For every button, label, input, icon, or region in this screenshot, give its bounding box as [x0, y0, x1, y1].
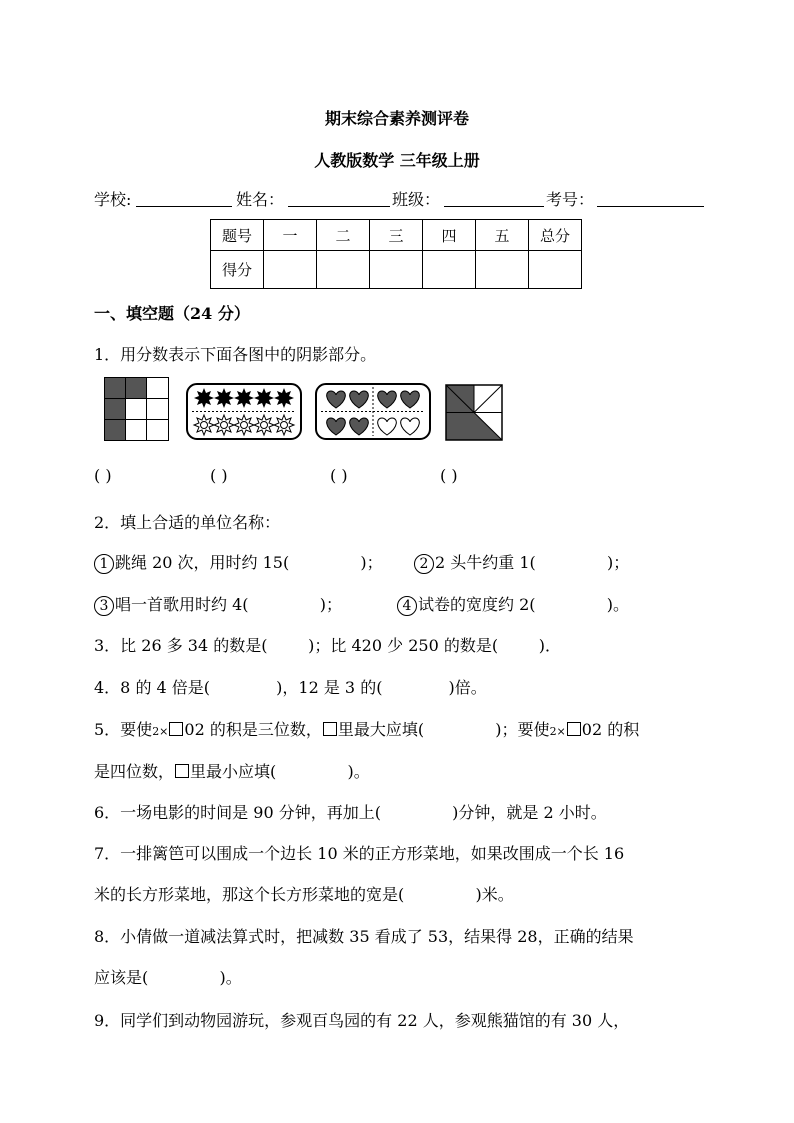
- question-7-line2-text: 米的长方形菜地，那这个长方形菜地的宽是( )米。: [94, 885, 514, 904]
- question-5-line2: [94, 759, 370, 782]
- class-label: 班级：: [392, 190, 441, 209]
- q5-factor-a2: 2×: [549, 725, 566, 738]
- question-2c-text: 唱一首歌用时约 4( )；: [115, 595, 342, 614]
- question-7-line1: 7．一排篱笆可以围成一个边长 10 米的正方形菜地，如果改围成一个长 16: [94, 844, 625, 863]
- question-2d-text: 试卷的宽度约 2( )。: [418, 595, 629, 614]
- suns-group-icon: [186, 383, 302, 440]
- question-2: 2．填上合适的单位名称：: [94, 513, 281, 532]
- q5-factor-a: 2×: [152, 725, 169, 738]
- question-2a-text: 跳绳 20 次，用时约 15( )；: [115, 553, 383, 572]
- class-blank[interactable]: [444, 206, 544, 207]
- question-5: [94, 717, 639, 740]
- q5-part2: 里最大应填( )；要使: [337, 720, 550, 739]
- grid-shaded-icon: [104, 377, 170, 441]
- score-header-cell: 五: [476, 220, 529, 251]
- score-header-cell: 三: [370, 220, 423, 251]
- q5-line2a: 是四位数，: [94, 762, 175, 781]
- blank-box-icon: [175, 764, 189, 778]
- question-9: [94, 1008, 629, 1031]
- name-label: 姓名：: [236, 190, 285, 209]
- exam-title: 期末综合素养测评卷: [324, 109, 469, 128]
- blank-box-icon: [567, 722, 581, 736]
- question-2d: [397, 592, 629, 616]
- circled-number: 2: [414, 554, 434, 574]
- score-header-cell: 二: [317, 220, 370, 251]
- score-cell[interactable]: [529, 251, 582, 289]
- score-header-cell: 题号: [211, 220, 264, 251]
- section-1-title: 一、填空题（24 分）: [94, 304, 250, 323]
- score-table: [210, 219, 582, 289]
- blank-box-icon: [169, 722, 183, 736]
- question-6: [94, 800, 607, 823]
- question-3-text: 3．比 26 多 34 的数是( )；比 420 少 250 的数是( )．: [94, 636, 562, 655]
- q5-factor-b2: 02 的积: [581, 720, 640, 739]
- score-cell[interactable]: [264, 251, 317, 289]
- question-8: [94, 924, 634, 947]
- question-2b-text: 2 头牛约重 1( )；: [435, 553, 630, 572]
- hearts-group-icon: [315, 383, 431, 440]
- q5-factor-b: 02 的积是三位数，: [184, 720, 322, 739]
- question-2a: [94, 550, 383, 574]
- question-8-line1: 8．小倩做一道减法算式时，把减数 35 看成了 53，结果得 28，正确的结果: [94, 927, 634, 946]
- score-row-label: 得分: [211, 251, 264, 289]
- school-label: 学校:: [94, 190, 132, 209]
- q5-part1: 5．要使: [94, 720, 153, 739]
- answer-blank-2[interactable]: ( ): [210, 466, 228, 485]
- question-7: [94, 841, 624, 864]
- circled-number: 4: [397, 596, 417, 616]
- question-3: [94, 633, 561, 656]
- answer-blank-1[interactable]: ( ): [94, 466, 112, 485]
- question-9-line1: 9．同学们到动物园游玩，参观百鸟园的有 22 人，参观熊猫馆的有 30 人，: [94, 1011, 630, 1030]
- score-cell[interactable]: [317, 251, 370, 289]
- blank-box-icon: [323, 722, 337, 736]
- score-header-cell: 四: [423, 220, 476, 251]
- question-6-text: 6．一场电影的时间是 90 分钟，再加上( )分钟，就是 2 小时。: [94, 803, 607, 822]
- question-2c: [94, 592, 342, 616]
- exam-no-label: 考号：: [546, 190, 595, 209]
- score-header-cell: 一: [264, 220, 317, 251]
- name-blank[interactable]: [288, 206, 390, 207]
- question-7-line2: [94, 882, 514, 905]
- q5-line2b: 里最小应填( )。: [190, 762, 370, 781]
- circled-number: 1: [94, 554, 114, 574]
- question-4-text: 4．8 的 4 倍是( )，12 是 3 的( )倍。: [94, 678, 487, 697]
- score-header-cell: 总分: [529, 220, 582, 251]
- exam-no-blank[interactable]: [597, 206, 704, 207]
- score-cell[interactable]: [476, 251, 529, 289]
- question-2b: [414, 550, 629, 574]
- score-cell[interactable]: [370, 251, 423, 289]
- question-8-line2-text: 应该是( )。: [94, 968, 242, 987]
- triangles-square-icon: [445, 384, 503, 441]
- score-cell[interactable]: [423, 251, 476, 289]
- question-4: [94, 675, 487, 698]
- answer-blank-4[interactable]: ( ): [440, 466, 458, 485]
- question-1: 1．用分数表示下面各图中的阴影部分。: [94, 345, 377, 364]
- question-8-line2: [94, 965, 242, 988]
- answer-blank-3[interactable]: ( ): [330, 466, 348, 485]
- exam-subtitle: 人教版数学 三年级上册: [314, 151, 480, 170]
- circled-number: 3: [94, 596, 114, 616]
- school-blank[interactable]: [136, 206, 232, 207]
- student-info-row: [94, 187, 704, 211]
